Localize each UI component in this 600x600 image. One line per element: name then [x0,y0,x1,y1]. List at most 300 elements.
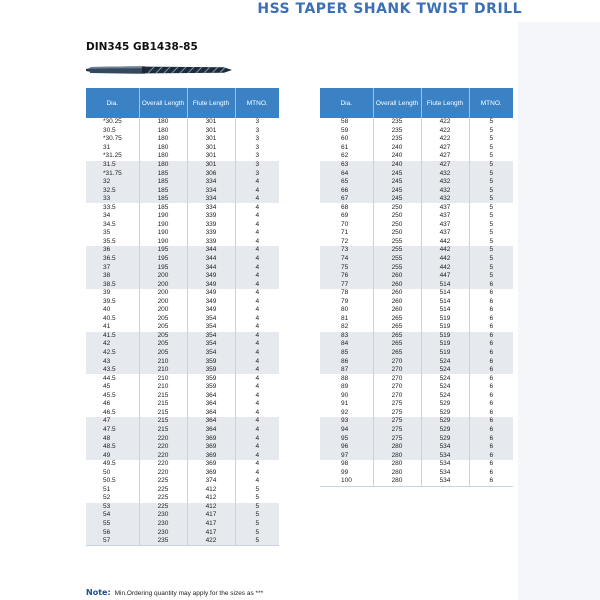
cell-overall-length: 270 [373,366,421,375]
note-text: Min.Ordering quantity may apply for the sizes as *** [114,590,264,597]
cell-flute-length: 529 [421,400,469,409]
cell-dia: 84 [320,340,373,349]
cell-flute-length: 427 [421,161,469,170]
cell-mtno: 5 [469,118,513,127]
cell-dia: 97 [320,451,373,460]
cell-flute-length: 437 [421,221,469,230]
cell-mtno: 4 [235,443,279,452]
cell-dia: 91 [341,400,349,408]
cell-mtno: 6 [469,357,513,366]
table-row [320,289,513,298]
cell-dia: 58 [341,118,349,126]
header-flute-length: Flute Length [187,88,235,118]
cell-dia: 48 [86,434,139,443]
cell-dia: *30.75 [103,135,122,143]
cell-mtno: 5 [469,246,513,255]
cell-mtno: 4 [235,349,279,358]
cell-dia: 55 [86,520,139,529]
cell-dia: 95 [320,434,373,443]
cell-overall-length: 220 [139,460,187,469]
cell-flute-length: 529 [421,426,469,435]
cell-mtno: 6 [469,434,513,443]
cell-dia: 31 [103,143,111,151]
header-dia: Dia. [320,88,373,118]
cell-mtno: 5 [469,272,513,281]
cell-mtno: 6 [469,332,513,341]
cell-flute-length: 339 [187,221,235,230]
cell-mtno: 4 [235,340,279,349]
cell-dia: 96 [320,443,373,452]
cell-flute-length: 339 [187,212,235,221]
cell-overall-length: 200 [139,272,187,281]
cell-overall-length: 180 [139,161,187,170]
cell-dia: *31.75 [86,169,139,178]
table-row [86,392,279,401]
table-row [86,212,279,221]
cell-overall-length: 275 [373,426,421,435]
cell-dia: 75 [320,263,373,272]
cell-flute-length: 301 [187,127,235,136]
table-row [86,528,279,537]
table-header-row [86,88,279,118]
header-overall-length: Overall Length [139,88,187,118]
cell-dia: 48.5 [86,443,139,452]
table-row [320,392,513,401]
cell-overall-length: 240 [373,152,421,161]
cell-mtno: 4 [235,315,279,324]
cell-overall-length: 255 [373,263,421,272]
cell-overall-length: 190 [139,221,187,230]
cell-overall-length: 230 [139,520,187,529]
table-row [320,477,513,486]
table-row [86,357,279,366]
cell-mtno: 6 [469,374,513,383]
cell-mtno: 5 [469,195,513,204]
cell-dia: 44.5 [103,374,116,382]
cell-dia: 66 [320,186,373,195]
header-overall-length: Overall Length [373,88,421,118]
cell-flute-length: 442 [421,263,469,272]
cell-mtno: 6 [469,366,513,375]
cell-dia: 47 [86,417,139,426]
table-row [320,135,513,144]
cell-mtno: 4 [235,392,279,401]
cell-flute-length: 301 [187,135,235,144]
cell-flute-length: 514 [421,289,469,298]
cell-flute-length: 301 [187,144,235,153]
cell-overall-length: 230 [139,511,187,520]
table-row [320,366,513,375]
cell-mtno: 5 [469,152,513,161]
cell-flute-length: 412 [187,503,235,512]
cell-overall-length: 200 [139,289,187,298]
cell-overall-length: 185 [139,195,187,204]
cell-dia: 34.5 [103,220,116,228]
cell-overall-length: 220 [139,451,187,460]
cell-dia: 82 [341,323,349,331]
table-row [86,443,279,452]
cell-mtno: 6 [469,392,513,401]
cell-overall-length: 280 [373,468,421,477]
cell-dia: 33 [86,195,139,204]
table-row [86,520,279,529]
table-row [86,161,279,170]
table-row [86,255,279,264]
cell-mtno: 5 [235,520,279,529]
cell-overall-length: 190 [139,229,187,238]
cell-flute-length: 369 [187,468,235,477]
table-row [86,135,279,144]
cell-mtno: 6 [469,477,513,486]
cell-mtno: 5 [469,127,513,136]
cell-mtno: 4 [235,280,279,289]
cell-dia: 54 [86,511,139,520]
cell-overall-length: 185 [139,169,187,178]
cell-mtno: 4 [235,468,279,477]
cell-flute-length: 427 [421,144,469,153]
cell-dia: 93 [320,417,373,426]
cell-dia: 100 [320,477,373,486]
cell-dia: 92 [341,408,349,416]
cell-flute-length: 432 [421,186,469,195]
cell-mtno: 4 [235,426,279,435]
cell-overall-length: 235 [373,118,421,127]
cell-flute-length: 412 [187,494,235,503]
cell-overall-length: 265 [373,323,421,332]
table-row [86,477,279,486]
cell-flute-length: 442 [421,255,469,264]
cell-flute-length: 364 [187,409,235,418]
cell-mtno: 5 [469,169,513,178]
cell-mtno: 5 [469,135,513,144]
table-row [86,127,279,136]
cell-mtno: 4 [235,417,279,426]
table-row [320,426,513,435]
cell-dia: 70 [341,220,349,228]
cell-overall-length: 210 [139,374,187,383]
cell-overall-length: 260 [373,272,421,281]
cell-flute-length: 519 [421,349,469,358]
table-row [320,246,513,255]
cell-flute-length: 354 [187,340,235,349]
cell-dia: 60 [341,135,349,143]
cell-mtno: 5 [469,161,513,170]
cell-overall-length: 275 [373,400,421,409]
cell-dia: 85 [320,349,373,358]
cell-dia: 42.5 [86,349,139,358]
cell-dia: 47.5 [86,426,139,435]
cell-dia: 50 [103,468,111,476]
table-row [320,443,513,452]
cell-mtno: 6 [469,451,513,460]
cell-overall-length: 185 [139,178,187,187]
cell-overall-length: 280 [373,443,421,452]
cell-overall-length: 250 [373,229,421,238]
cell-flute-length: 412 [187,486,235,495]
table-row [86,451,279,460]
cell-dia: 61 [341,143,349,151]
cell-overall-length: 215 [139,400,187,409]
cell-dia: 45.5 [103,391,116,399]
table-row [86,221,279,230]
cell-mtno: 4 [235,400,279,409]
header-flute-length: Flute Length [421,88,469,118]
table-row [86,263,279,272]
cell-flute-length: 524 [421,383,469,392]
cell-mtno: 6 [469,460,513,469]
cell-mtno: 5 [235,503,279,512]
cell-flute-length: 359 [187,374,235,383]
cell-overall-length: 215 [139,426,187,435]
cell-mtno: 4 [235,246,279,255]
cell-mtno: 5 [469,186,513,195]
cell-dia: 73 [320,246,373,255]
table-row [86,349,279,358]
cell-mtno: 4 [235,221,279,230]
cell-flute-length: 354 [187,332,235,341]
table-row [320,238,513,247]
cell-mtno: 6 [469,289,513,298]
cell-overall-length: 235 [139,537,187,546]
cell-flute-length: 417 [187,520,235,529]
table-row [320,127,513,136]
cell-dia: 49 [86,451,139,460]
cell-flute-length: 534 [421,468,469,477]
cell-flute-length: 334 [187,203,235,212]
table-row [86,289,279,298]
cell-mtno: 5 [469,212,513,221]
cell-overall-length: 205 [139,332,187,341]
cell-dia: 39.5 [103,297,116,305]
table-row [320,272,513,281]
cell-mtno: 4 [235,195,279,204]
table-row [86,118,279,127]
cell-overall-length: 250 [373,221,421,230]
table-row [320,255,513,264]
cell-mtno: 5 [235,511,279,520]
cell-overall-length: 180 [139,144,187,153]
cell-overall-length: 195 [139,246,187,255]
cell-flute-length: 344 [187,255,235,264]
cell-flute-length: 534 [421,443,469,452]
cell-overall-length: 200 [139,306,187,315]
cell-overall-length: 260 [373,297,421,306]
cell-dia: 65 [320,178,373,187]
cell-flute-length: 534 [421,477,469,486]
cell-flute-length: 529 [421,434,469,443]
table-row [86,332,279,341]
cell-overall-length: 225 [139,494,187,503]
cell-dia: 35.5 [103,237,116,245]
table-row [86,323,279,332]
cell-dia: 99 [341,468,349,476]
cell-mtno: 6 [469,383,513,392]
cell-mtno: 5 [469,263,513,272]
cell-overall-length: 250 [373,212,421,221]
table-row [86,306,279,315]
cell-dia: 68 [341,203,349,211]
cell-dia: 62 [341,152,349,160]
table-row [86,144,279,153]
cell-overall-length: 235 [373,127,421,136]
cell-overall-length: 255 [373,246,421,255]
cell-mtno: 4 [235,409,279,418]
cell-dia: 86 [320,357,373,366]
cell-flute-length: 524 [421,374,469,383]
cell-mtno: 6 [469,426,513,435]
cell-flute-length: 422 [421,135,469,144]
cell-mtno: 4 [235,203,279,212]
table-row [86,383,279,392]
cell-flute-length: 369 [187,443,235,452]
cell-flute-length: 301 [187,118,235,127]
cell-flute-length: 534 [421,460,469,469]
cell-mtno: 4 [235,460,279,469]
cell-mtno: 4 [235,366,279,375]
cell-mtno: 4 [235,272,279,281]
cell-flute-length: 417 [187,511,235,520]
cell-mtno: 6 [469,468,513,477]
cell-dia: 31.5 [86,161,139,170]
cell-flute-length: 301 [187,152,235,161]
cell-dia: 59 [341,126,349,134]
cell-dia: 32.5 [86,186,139,195]
cell-dia: 40 [103,306,111,314]
cell-dia: 40.5 [103,314,116,322]
cell-mtno: 4 [235,357,279,366]
cell-dia: 88 [341,374,349,382]
cell-flute-length: 432 [421,178,469,187]
cell-dia: 39 [103,289,111,297]
cell-mtno: 6 [469,400,513,409]
cell-flute-length: 432 [421,195,469,204]
table-row [86,238,279,247]
table-row [320,451,513,460]
cell-flute-length: 437 [421,229,469,238]
cell-flute-length: 529 [421,409,469,418]
cell-mtno: 4 [235,229,279,238]
cell-overall-length: 280 [373,451,421,460]
cell-mtno: 3 [235,161,279,170]
cell-mtno: 5 [235,537,279,546]
cell-flute-length: 519 [421,332,469,341]
cell-overall-length: 255 [373,255,421,264]
cell-mtno: 4 [235,263,279,272]
cell-dia: 64 [320,169,373,178]
cell-dia: 52 [103,494,111,502]
cell-dia: 45 [103,383,111,391]
cell-flute-length: 334 [187,186,235,195]
table-row [86,400,279,409]
table-row [86,537,279,546]
cell-flute-length: 301 [187,161,235,170]
cell-mtno: 4 [235,434,279,443]
table-row [86,195,279,204]
table-row [320,357,513,366]
table-row [86,246,279,255]
table-row [320,195,513,204]
cell-mtno: 4 [235,383,279,392]
cell-overall-length: 190 [139,212,187,221]
cell-overall-length: 280 [373,460,421,469]
cell-flute-length: 442 [421,246,469,255]
table-row [320,186,513,195]
table-row [86,460,279,469]
table-row [320,340,513,349]
cell-overall-length: 270 [373,383,421,392]
cell-mtno: 4 [235,186,279,195]
cell-dia: 87 [320,366,373,375]
cell-mtno: 5 [469,238,513,247]
cell-flute-length: 364 [187,392,235,401]
table-header-row [320,88,513,118]
table-row [86,169,279,178]
cell-overall-length: 270 [373,392,421,401]
table-row [86,434,279,443]
table-row [320,460,513,469]
cell-dia: *30.25 [103,118,122,126]
cell-flute-length: 354 [187,323,235,332]
cell-flute-length: 514 [421,297,469,306]
cell-overall-length: 265 [373,340,421,349]
table-row [320,400,513,409]
table-row [320,263,513,272]
table-row [320,383,513,392]
cell-mtno: 6 [469,306,513,315]
cell-dia: 38 [86,272,139,281]
cell-dia: 41 [103,323,111,331]
cell-overall-length: 245 [373,195,421,204]
cell-dia: 46.5 [103,408,116,416]
table-row [86,486,279,495]
cell-dia: 37 [86,263,139,272]
cell-mtno: 5 [469,178,513,187]
cell-mtno: 3 [235,144,279,153]
cell-overall-length: 255 [373,238,421,247]
cell-flute-length: 349 [187,272,235,281]
cell-overall-length: 205 [139,340,187,349]
cell-dia: 89 [341,383,349,391]
cell-mtno: 5 [235,528,279,537]
drill-image [86,63,234,77]
cell-mtno: 6 [469,323,513,332]
header-mtno: MTNO. [469,88,513,118]
cell-flute-length: 344 [187,246,235,255]
header-dia: Dia. [86,88,139,118]
page-title: HSS TAPER SHANK TWIST DRILL [257,1,522,17]
cell-overall-length: 275 [373,409,421,418]
cell-overall-length: 200 [139,280,187,289]
cell-overall-length: 245 [373,186,421,195]
table-row [86,503,279,512]
cell-mtno: 5 [469,203,513,212]
cell-flute-length: 422 [421,118,469,127]
cell-mtno: 5 [469,255,513,264]
cell-overall-length: 270 [373,357,421,366]
cell-overall-length: 270 [373,374,421,383]
cell-flute-length: 534 [421,451,469,460]
cell-flute-length: 369 [187,460,235,469]
cell-flute-length: 349 [187,280,235,289]
cell-flute-length: 437 [421,212,469,221]
cell-mtno: 4 [235,178,279,187]
table-row [320,203,513,212]
cell-dia: 32 [86,178,139,187]
cell-overall-length: 215 [139,417,187,426]
cell-dia: 51 [103,485,111,493]
table-row [320,169,513,178]
cell-overall-length: 210 [139,357,187,366]
